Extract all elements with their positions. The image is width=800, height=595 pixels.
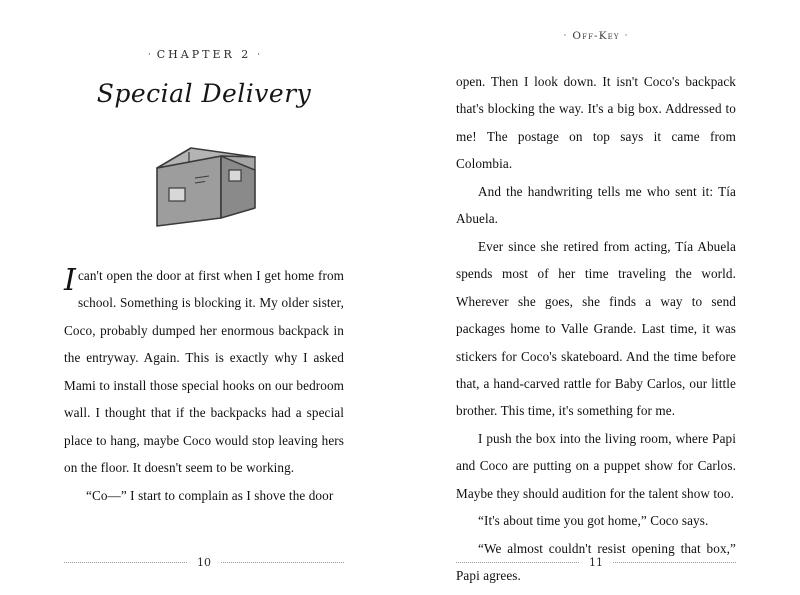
footer-rule-left: [64, 562, 187, 563]
chapter-label: [64, 48, 344, 61]
bullet-icon: ·: [257, 50, 261, 60]
bullet-icon: ·: [624, 31, 629, 41]
paragraph: And the handwriting tells me who sent it: Tía Abuela.: [456, 183, 736, 227]
chapter-title: Special Delivery: [96, 79, 312, 108]
drop-cap: I: [64, 263, 76, 298]
right-page-footer: [400, 556, 800, 569]
paragraph: open. Then I look down. It isn't Coco's backpack that's blocking the way. It's a big box. Addressed to me! The postage on top says it came from Colombia.: [456, 74, 736, 172]
paragraph: “Co—” I start to complain as I shove the door: [86, 487, 334, 503]
right-page: [400, 0, 800, 595]
footer-rule-left: [456, 562, 579, 563]
paragraph: “It's about time you got home,” Coco says.: [478, 513, 709, 529]
paragraph: I push the box into the living room, where Papi and Coco are putting on a puppet show for Carlos. Maybe they should audition for the talent show too.: [456, 430, 736, 501]
paragraph-text: can't open the door at first when I get home from school. Something is blocking it. My older sister, Coco, probably dumped her enormous backpack in the entryway. Again. This is exactly why I asked Mami to install those special hooks on our bedroom wall. I thought that if the backpacks had a special place to hang, maybe Coco would stop leaving hers on the floor. It doesn't seem to be working.: [64, 268, 344, 476]
paragraph-with-dropcap: [64, 262, 344, 482]
paragraph: Ever since she retired from acting, Tía Abuela spends most of her time traveling the world. Wherever she goes, she finds a way to send packages home to Valle Grande. Last time, it was stickers for Coco's skateboard. And the time before that, a hand-carved rattle for Baby Carlos, our little brother. This time, it's something for me.: [456, 238, 736, 419]
running-head-text: Off-Key: [572, 30, 620, 42]
cardboard-box-icon: [129, 126, 279, 236]
paragraph: “We almost couldn't resist opening that box,” Papi agrees.: [456, 540, 736, 584]
chapter-label-text: CHAPTER 2: [156, 48, 252, 61]
running-head: [456, 30, 736, 42]
left-page-footer: [0, 556, 400, 569]
page-number: 11: [589, 556, 603, 569]
left-page-body: [64, 262, 344, 509]
bullet-icon: ·: [147, 50, 151, 60]
footer-rule-right: [613, 562, 736, 563]
footer-rule-right: [221, 562, 344, 563]
bullet-icon: ·: [563, 31, 568, 41]
right-page-body: [456, 68, 736, 590]
page-number: 10: [197, 556, 211, 569]
